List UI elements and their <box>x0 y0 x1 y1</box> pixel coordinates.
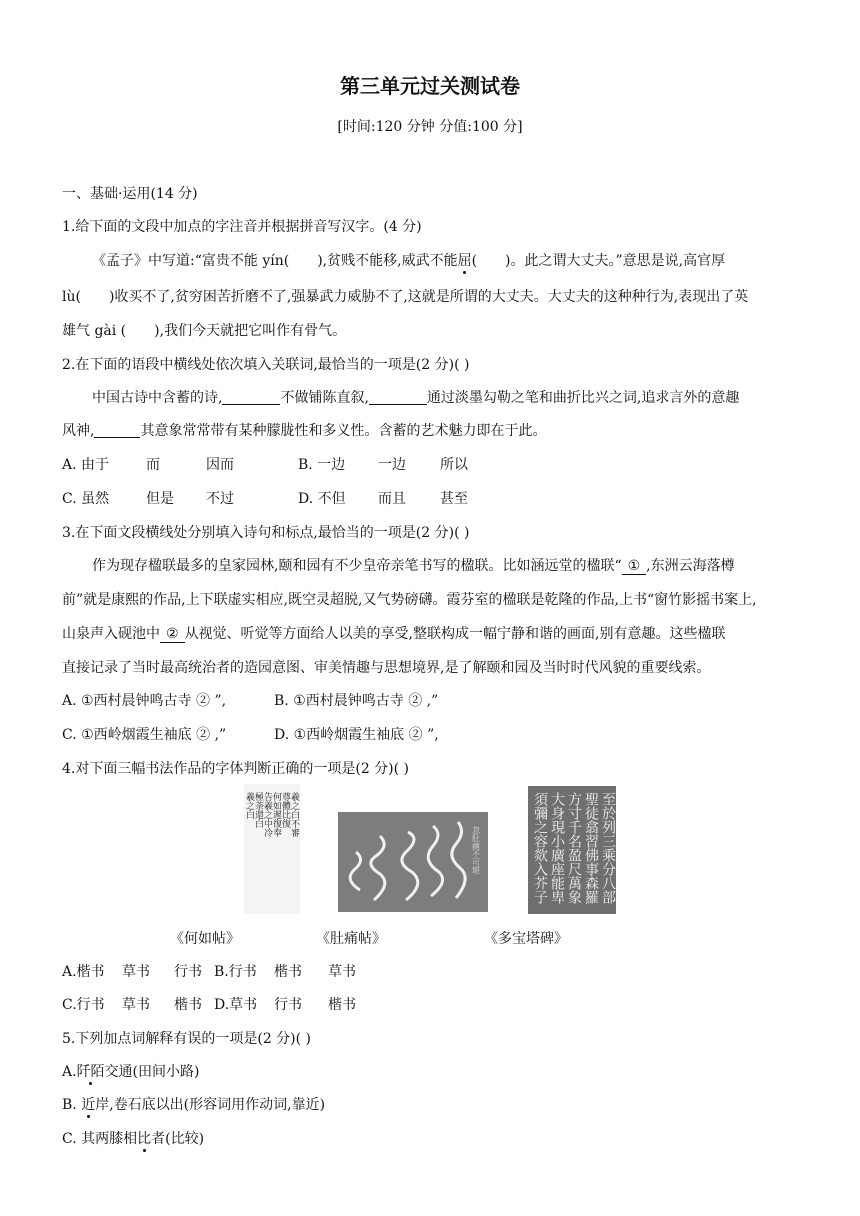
text-segment: lù( <box>62 289 81 305</box>
option-a-word-1: A.楷书 <box>62 964 105 980</box>
option-c[interactable]: C. ①西岭烟霞生袖底 ② ,” <box>62 727 227 743</box>
option-c-word-1: C. 虽然 <box>62 491 110 507</box>
text-segment: B. <box>62 1097 82 1113</box>
question-3-options-ab <box>62 690 438 710</box>
text-segment: 风神, <box>62 423 95 439</box>
question-4-stem: 4.对下面三幅书法作品的字体判断正确的一项是(2 分)( ) <box>62 761 410 777</box>
option-c-word-1: C.行书 <box>62 997 105 1013</box>
calligraphy-column: 忽肚痛不可堪 <box>471 826 481 874</box>
calligraphy-column: 羲之白 <box>244 792 254 819</box>
fill-blank[interactable] <box>222 390 280 405</box>
text-segment: ( <box>471 253 478 269</box>
option-a-word-1: A. 由于 <box>62 457 110 473</box>
option-a-word-3: 行书 <box>174 964 202 980</box>
dotted-word: 比 <box>137 1131 152 1147</box>
option-d[interactable]: D. ①西岭烟霞生袖底 ② ”, <box>274 727 439 743</box>
option-b-word-3: 草书 <box>328 964 356 980</box>
option-a[interactable]: A. ①西村晨钟鸣古寺 ② ”, <box>62 693 227 709</box>
text-segment: ,东洲云海落樽 <box>646 558 735 574</box>
calligraphy-column: 何如遲復奉 <box>271 792 281 837</box>
text-segment: A. <box>62 1064 77 1080</box>
calligraphy-column: 尊體比復 <box>280 792 290 828</box>
text-segment: 不做铺陈直叙, <box>280 390 369 406</box>
text-segment: 通过淡墨勾勒之笔和曲折比兴之词,追求言外的意趣 <box>426 390 740 406</box>
text-segment: 中国古诗中含蓄的诗, <box>92 390 223 406</box>
calligraphy-column: 至於列三乘分八部 <box>600 792 616 904</box>
option-d-word-2: 行书 <box>274 997 302 1013</box>
option-d-word-1: D. 不但 <box>298 491 346 507</box>
question-1-para-line-2 <box>62 286 748 306</box>
caption-dutong: 《肚痛帖》 <box>316 931 386 947</box>
option-a-word-2: 草书 <box>122 964 150 980</box>
text-segment: )收买不了,贫穷困苦折磨不了,强暴武力威胁不了,这就是所谓的大丈夫。大丈夫的这种种行为,表现出了英 <box>108 289 749 305</box>
dutong-calligraphy-image <box>338 812 488 912</box>
text-segment: 交通(田间小路) <box>104 1064 200 1080</box>
option-a-word-2: 而 <box>146 457 160 473</box>
option-c-word-3: 楷书 <box>174 997 202 1013</box>
text-segment: ),贫贱不能移,威武不能 <box>317 253 458 269</box>
question-2-options-cd <box>62 488 468 508</box>
calligraphy-column: 羲之白不審 <box>289 792 299 837</box>
duobaota-calligraphy-image <box>528 786 616 914</box>
option-b-word-2: 楷书 <box>274 964 302 980</box>
heru-calligraphy-drawing <box>244 784 300 914</box>
fill-blank[interactable] <box>369 390 427 405</box>
text-segment: 作为现存楹联最多的皇家园林,颐和园有不少皇帝亲笔书写的楹联。比如涵远堂的楹联“ <box>92 558 622 574</box>
dotted-char: 屈 <box>457 253 472 269</box>
text-segment: )。此之谓大丈夫。”意思是说,高官厚 <box>505 253 726 269</box>
calligraphy-column: 聖徒翕習佛事森羅 <box>583 792 599 904</box>
dutong-calligraphy-drawing <box>338 812 488 912</box>
fill-blank[interactable] <box>94 423 140 438</box>
option-a-word-3: 因而 <box>206 457 234 473</box>
option-c-word-2: 草书 <box>122 997 150 1013</box>
text-segment: 者(比较) <box>151 1131 205 1147</box>
question-2-options-ab <box>62 454 468 474</box>
question-3-para-line-2: 前”就是康熙的作品,上下联虚实相应,既空灵超脱,又气势磅礴。霞芬室的楹联是乾隆的作品,上书“窗竹影摇书案上, <box>62 592 757 608</box>
option-b-word-1: B.行书 <box>214 964 257 980</box>
calligraphy-column: 極荼還白 <box>253 792 263 828</box>
option-c-word-2: 但是 <box>146 491 174 507</box>
question-5-option-c <box>62 1128 204 1148</box>
text-segment: 从视觉、听觉等方面给人以美的享受,整联构成一幅宁静和谐的画面,别有意趣。这些楹联 <box>184 626 726 642</box>
blank-marker-2: ② <box>160 626 185 643</box>
question-5-stem: 5.下列加点词解释有误的一项是(2 分)( ) <box>62 1031 312 1047</box>
question-5-option-a <box>62 1061 200 1081</box>
question-3-para-line-4: 直接记录了当时最高统治者的造园意图、审美情趣与思想境界,是了解颐和园及当时时代风貌的重要线索。 <box>62 660 711 676</box>
calligraphy-column: 須彌之容欻入芥子 <box>532 792 548 904</box>
caption-duobaota: 《多宝塔碑》 <box>484 931 568 947</box>
text-segment: ),我们今天就把它叫作有骨气。 <box>154 323 347 339</box>
question-1-stem: 1.给下面的文段中加点的字注音并根据拼音写汉字。(4 分) <box>62 219 422 235</box>
option-c-word-3: 不过 <box>206 491 234 507</box>
caption-heru: 《何如帖》 <box>170 931 240 947</box>
text-segment: 岸,卷石底以出(形容词用作动词,靠近) <box>95 1097 326 1113</box>
dotted-word: 近 <box>81 1097 96 1113</box>
question-3-options-cd <box>62 724 439 744</box>
option-b-word-3: 所以 <box>440 457 468 473</box>
text-segment: 《孟子》中写道:“富贵不能 yín( <box>92 253 290 269</box>
question-1-para-line-1 <box>92 250 725 270</box>
question-4-options-ab <box>62 961 356 981</box>
text-segment: C. 其两膝相 <box>62 1131 138 1147</box>
option-d-word-2: 而且 <box>378 491 406 507</box>
text-segment: 雄气 gài ( <box>62 323 127 339</box>
question-5-option-b <box>62 1094 325 1114</box>
option-b-word-1: B. 一边 <box>298 457 346 473</box>
heru-calligraphy-image <box>244 784 300 914</box>
time-score-info: [时间:120 分钟 分值:100 分] <box>337 119 523 135</box>
question-2-para-line-1 <box>92 387 739 407</box>
dotted-word: 阡陌 <box>76 1064 105 1080</box>
question-3-para-line-1 <box>92 555 735 575</box>
calligraphy-column: 告羲之中冷 <box>262 792 272 837</box>
calligraphy-column: 方寸千名盈尺萬象 <box>566 792 582 904</box>
section-heading: 一、基础·运用(14 分) <box>62 186 198 202</box>
page-title: 第三单元过关测试卷 <box>340 74 520 98</box>
option-b-word-2: 一边 <box>378 457 406 473</box>
question-2-stem: 2.在下面的语段中横线处依次填入关联词,最恰当的一项是(2 分)( ) <box>62 357 470 373</box>
option-d-word-3: 楷书 <box>328 997 356 1013</box>
option-d-word-3: 甚至 <box>440 491 468 507</box>
question-3-para-line-3 <box>62 623 725 643</box>
question-2-para-line-2 <box>62 420 546 440</box>
calligraphy-column: 大身現小廣座能卑 <box>549 792 565 904</box>
text-segment: 其意象常常带有某种朦胧性和多义性。含蓄的艺术魅力即在于此。 <box>140 423 547 439</box>
option-b[interactable]: B. ①西村晨钟鸣古寺 ② ,” <box>274 693 439 709</box>
text-segment: 山泉声入砚池中 <box>62 626 160 642</box>
duobaota-calligraphy-drawing <box>528 786 616 914</box>
blank-marker-1: ① <box>622 558 647 575</box>
question-1-para-line-3 <box>62 320 346 340</box>
option-d-word-1: D.草书 <box>214 997 258 1013</box>
question-3-stem: 3.在下面文段横线处分别填入诗句和标点,最恰当的一项是(2 分)( ) <box>62 525 470 541</box>
question-4-options-cd <box>62 994 356 1014</box>
